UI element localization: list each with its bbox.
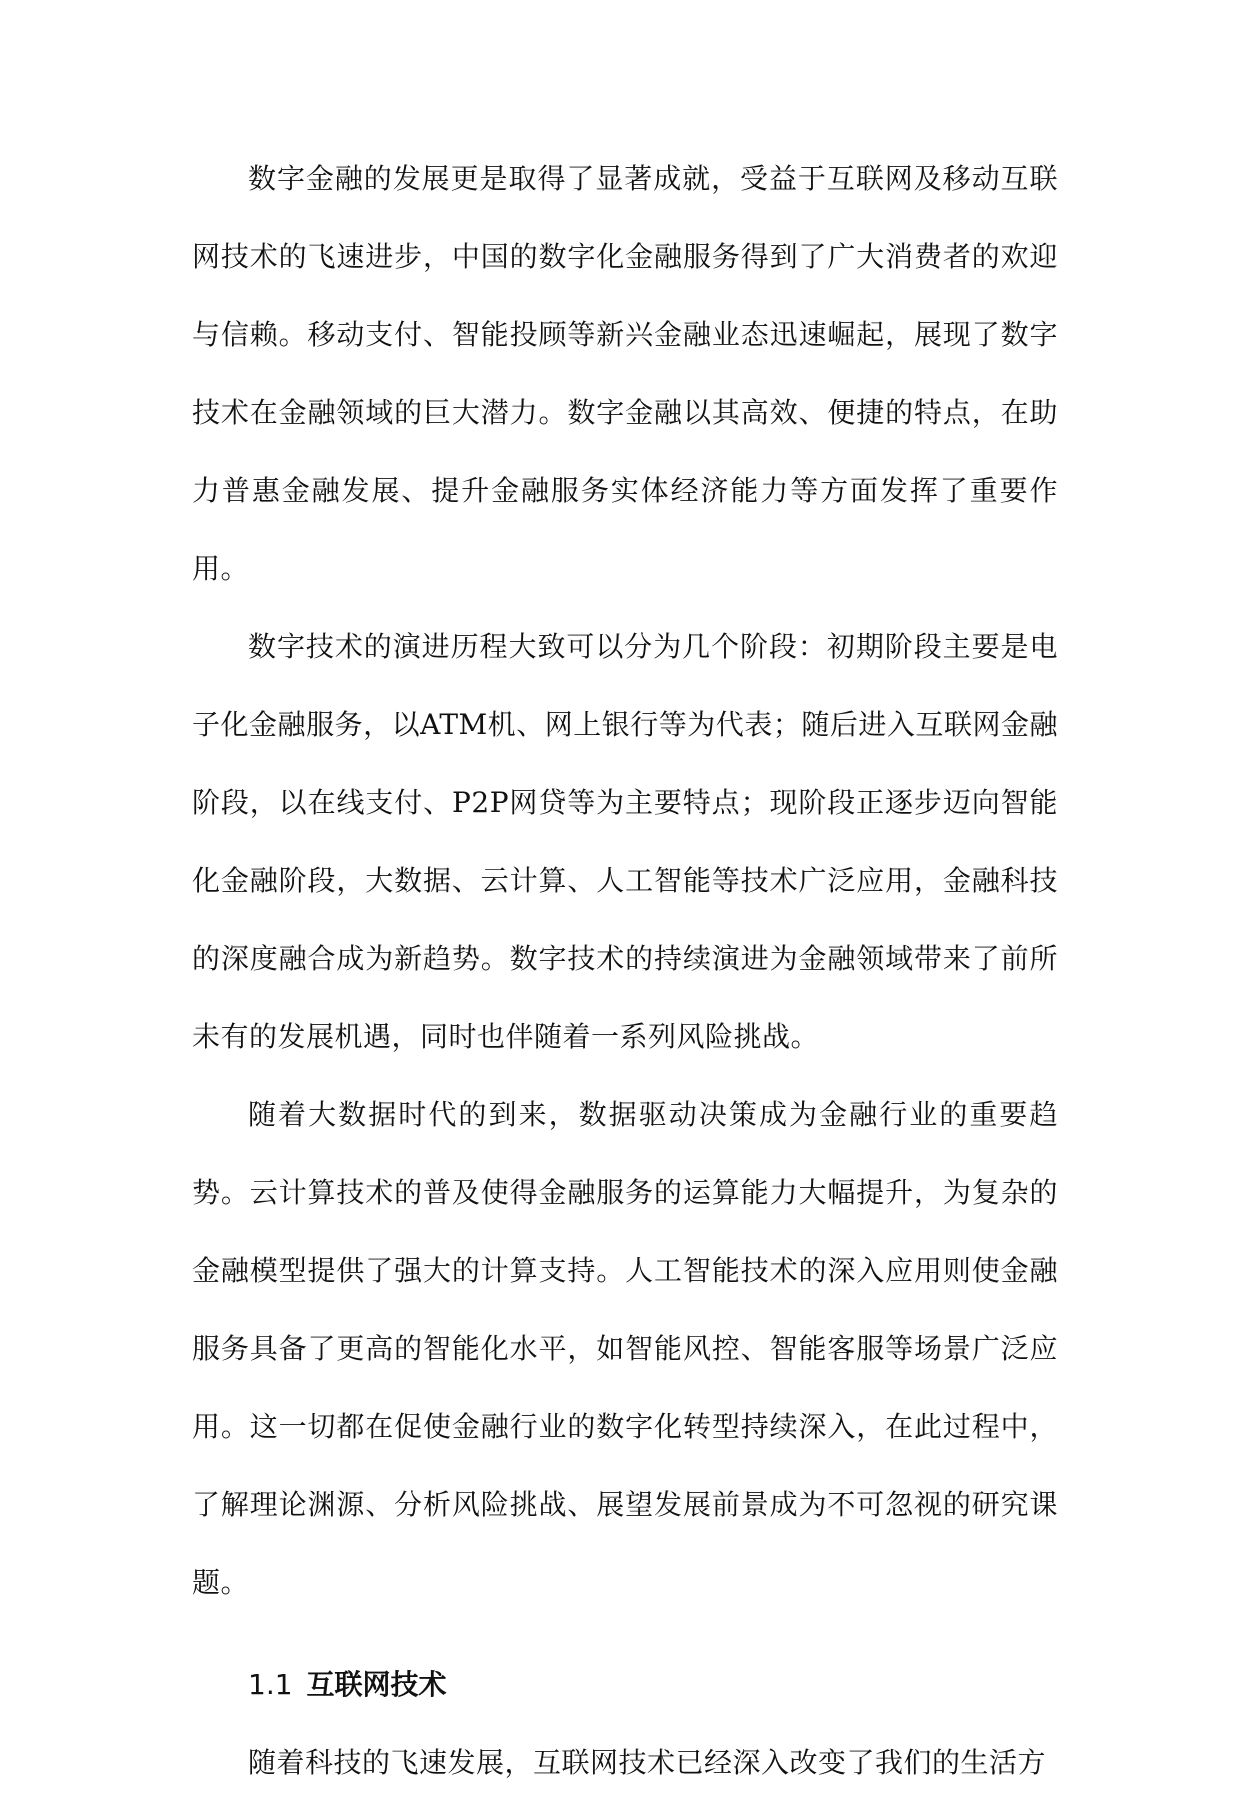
section-number: 1.1	[248, 1668, 293, 1701]
paragraph-digital-finance: 数字金融的发展更是取得了显著成就，受益于互联网及移动互联网技术的飞速进步，中国的数字化金融服务得到了广大消费者的欢迎与信赖。移动支付、智能投顾等新兴金融业态迅速崛起，展现了数字技术在金融领域的巨大潜力。数字金融以其高效、便捷的特点，在助力普惠金融发展、提升金融服务实体经济能力等方面发挥了重要作用。	[192, 162, 1058, 585]
paragraph-internet-intro: 随着科技的飞速发展，互联网技术已经深入改变了我们的生活方	[248, 1746, 1047, 1779]
paragraph-big-data-era: 随着大数据时代的到来，数据驱动决策成为金融行业的重要趋势。云计算技术的普及使得金融服务的运算能力大幅提升，为复杂的金融模型提供了强大的计算支持。人工智能技术的深入应用则使金融服务具备了更高的智能化水平，如智能风控、智能客服等场景广泛应用。这一切都在促使金融行业的数字化转型持续深入，在此过程中，了解理论渊源、分析风险挑战、展望发展前景成为不可忽视的研究课题。	[192, 1098, 1058, 1599]
document-body	[192, 140, 1058, 1802]
section-title: 互联网技术	[306, 1668, 447, 1701]
section-heading	[192, 1646, 1058, 1724]
paragraph-technology-stages: 数字技术的演进历程大致可以分为几个阶段：初期阶段主要是电子化金融服务，以ATM机、网上银行等为代表；随后进入互联网金融阶段，以在线支付、P2P网贷等为主要特点；现阶段正逐步迈向智能化金融阶段，大数据、云计算、人工智能等技术广泛应用，金融科技的深度融合成为新趋势。数字技术的持续演进为金融领域带来了前所未有的发展机遇，同时也伴随着一系列风险挑战。	[192, 630, 1058, 1053]
